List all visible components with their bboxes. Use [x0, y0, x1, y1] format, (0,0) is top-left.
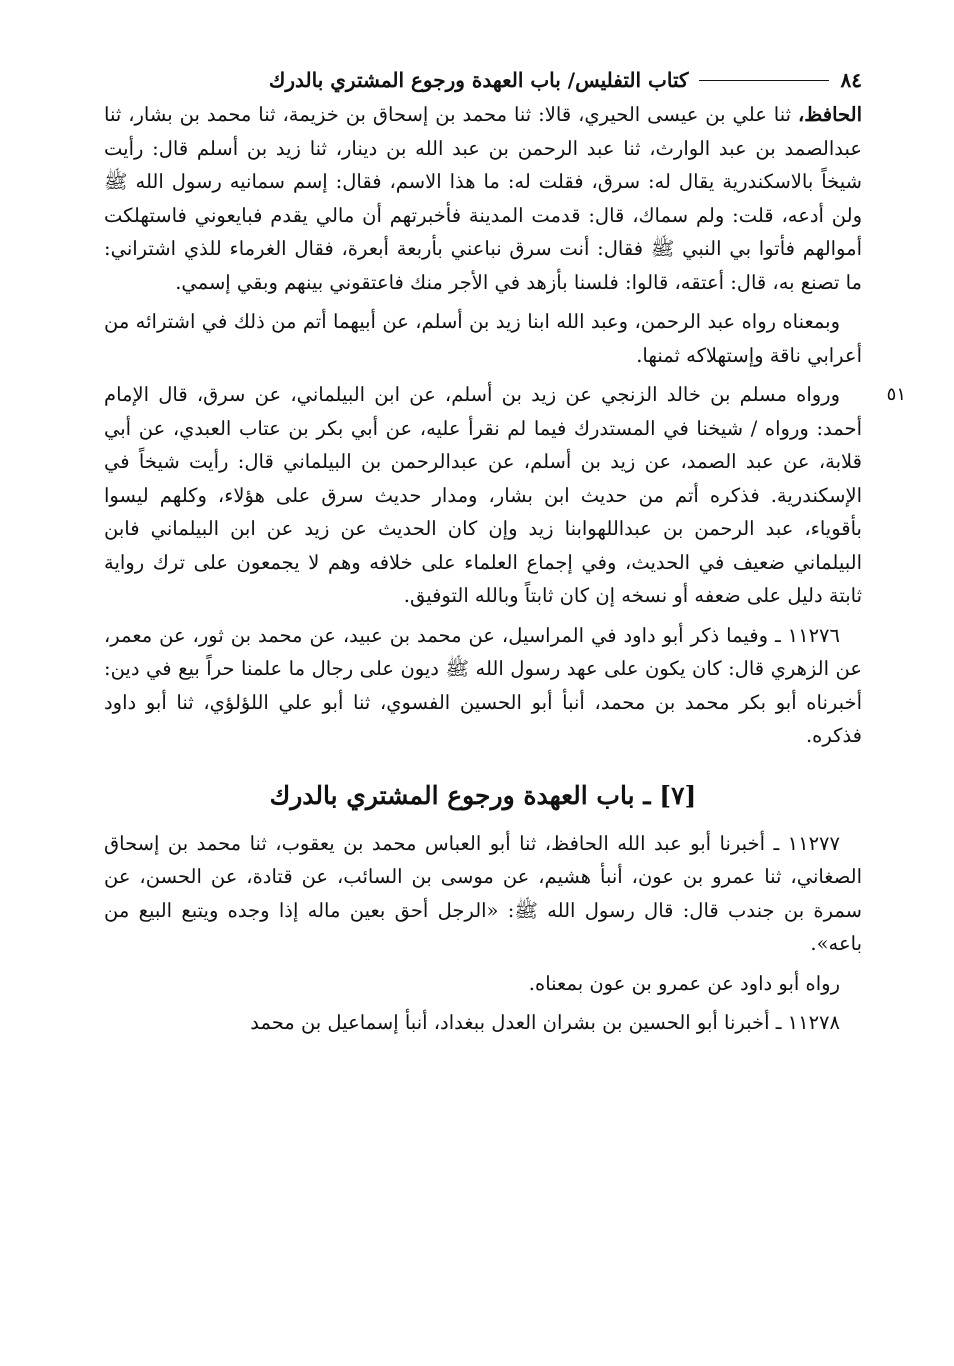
margin-folio-number: ٥١ — [886, 384, 906, 405]
paragraph-hadith-11276: ١١٢٧٦ ـ وفيما ذكر أبو داود في المراسيل، عن محمد بن عبيد، عن محمد بن ثور، عن معمر، عن الزهري قال: كان يكون على عهد رسول الله ﷺ ديون على رجال ما علمنا حراً بيع في دين: أخبرناه أبو بكر محمد بن محمد، أنبأ أبو الحسين الفسوي، ثنا أبو علي اللؤلؤي، ثنا أبو داود فذكره. — [104, 623, 862, 747]
page-number: ٨٤ — [840, 68, 862, 92]
page-header — [104, 62, 862, 98]
section-title: [٧] ـ باب العهدة ورجوع المشتري بالدرك — [269, 780, 697, 810]
paragraph-takhrij-note: رواه أبو داود عن عمرو بن عون بمعناه. — [528, 971, 840, 995]
paragraph-lead-word: الحافظ، — [797, 103, 862, 126]
book-page — [104, 62, 906, 1346]
running-title: كتاب التفليس/ باب العهدة ورجوع المشتري بالدرك — [268, 68, 689, 92]
paragraph-hadith-11277: ١١٢٧٧ ـ أخبرنا أبو عبد الله الحافظ، ثنا أبو العباس محمد بن يعقوب، ثنا محمد بن إسحاق الصغاني، ثنا عمرو بن عون، أنبأ هشيم، عن موسى بن السائب، عن قتادة، عن الحسن، عن سمرة بن جندب قال: قال رسول الله ﷺ: «الرجل أحق بعين ماله إذا وجده ويتبع البيع من باعه». — [104, 831, 862, 955]
paragraph-text: ثنا علي بن عيسى الحيري، قالا: ثنا محمد بن إسحاق بن خزيمة، ثنا محمد بن بشار، ثنا عبدالصمد بن عبد الوارث، ثنا عبد الرحمن بن عبد الله بن دينار، ثنا زيد بن أسلم قال: رأيت شيخاً بالاسكندرية يقال له: سرق، فقلت له: ما هذا الاسم، فقال: إسم سمانيه رسول الله ﷺ ولن أدعه، قلت: ولم سماك، قال: قدمت المدينة فأخبرتهم أن مالي يقدم فبايعوني فاستهلكت أموالهم فأتوا بي النبي ﷺ فقال: أنت سرق نباعني بأربعة أبعرة، فقال الغرماء للذي اشتراني: ما تصنع به، قال: أعتقه، قالوا: فلسنا بأزهد في الأجر منك فاعتقوني بينهم وبقي إسمي. — [104, 103, 862, 294]
paragraph-hadith-continuation — [104, 98, 862, 299]
paragraph-with-margin-number — [104, 378, 906, 613]
paragraph-variant-narration: وبمعناه رواه عبد الرحمن، وعبد الله ابنا زيد بن أسلم، عن أبيهما أتم من ذلك في اشترائه من أعرابي ناقة وإستهلاكه ثمنها. — [104, 310, 862, 367]
paragraph-commentary: ورواه مسلم بن خالد الزنجي عن زيد بن أسلم، عن ابن البيلماني، عن سرق، قال الإمام أحمد: ورواه / شيخنا في المستدرك فيما لم نقرأ عليه، عن أبي بكر بن عتاب العبدي، عن أبي قلابة، عن عبد الصمد، عن زيد بن أسلم، عن عبدالرحمن بن البيلماني قال: رأيت شيخاً في الإسكندرية. فذكره أتم من حديث ابن بشار، ومدار حديث سرق على هؤلاء، وكلهم ليسوا بأقوياء، عبد الرحمن بن عبداللهوابنا زيد وإن كان الحديث عن زيد عن ابن البيلماني فابن البيلماني ضعيف في الحديث، وفي إجماع العلماء على خلافه وهم لا يجمعون على ترك رواية ثابتة دليل على ضعفه أو نسخه إن كان ثابتاً وبالله التوفيق. — [104, 383, 862, 607]
paragraph-hadith-11278: ١١٢٧٨ ـ أخبرنا أبو الحسين بن بشران العدل ببغداد، أنبأ إسماعيل بن محمد — [250, 1011, 840, 1034]
header-rule — [699, 80, 829, 81]
